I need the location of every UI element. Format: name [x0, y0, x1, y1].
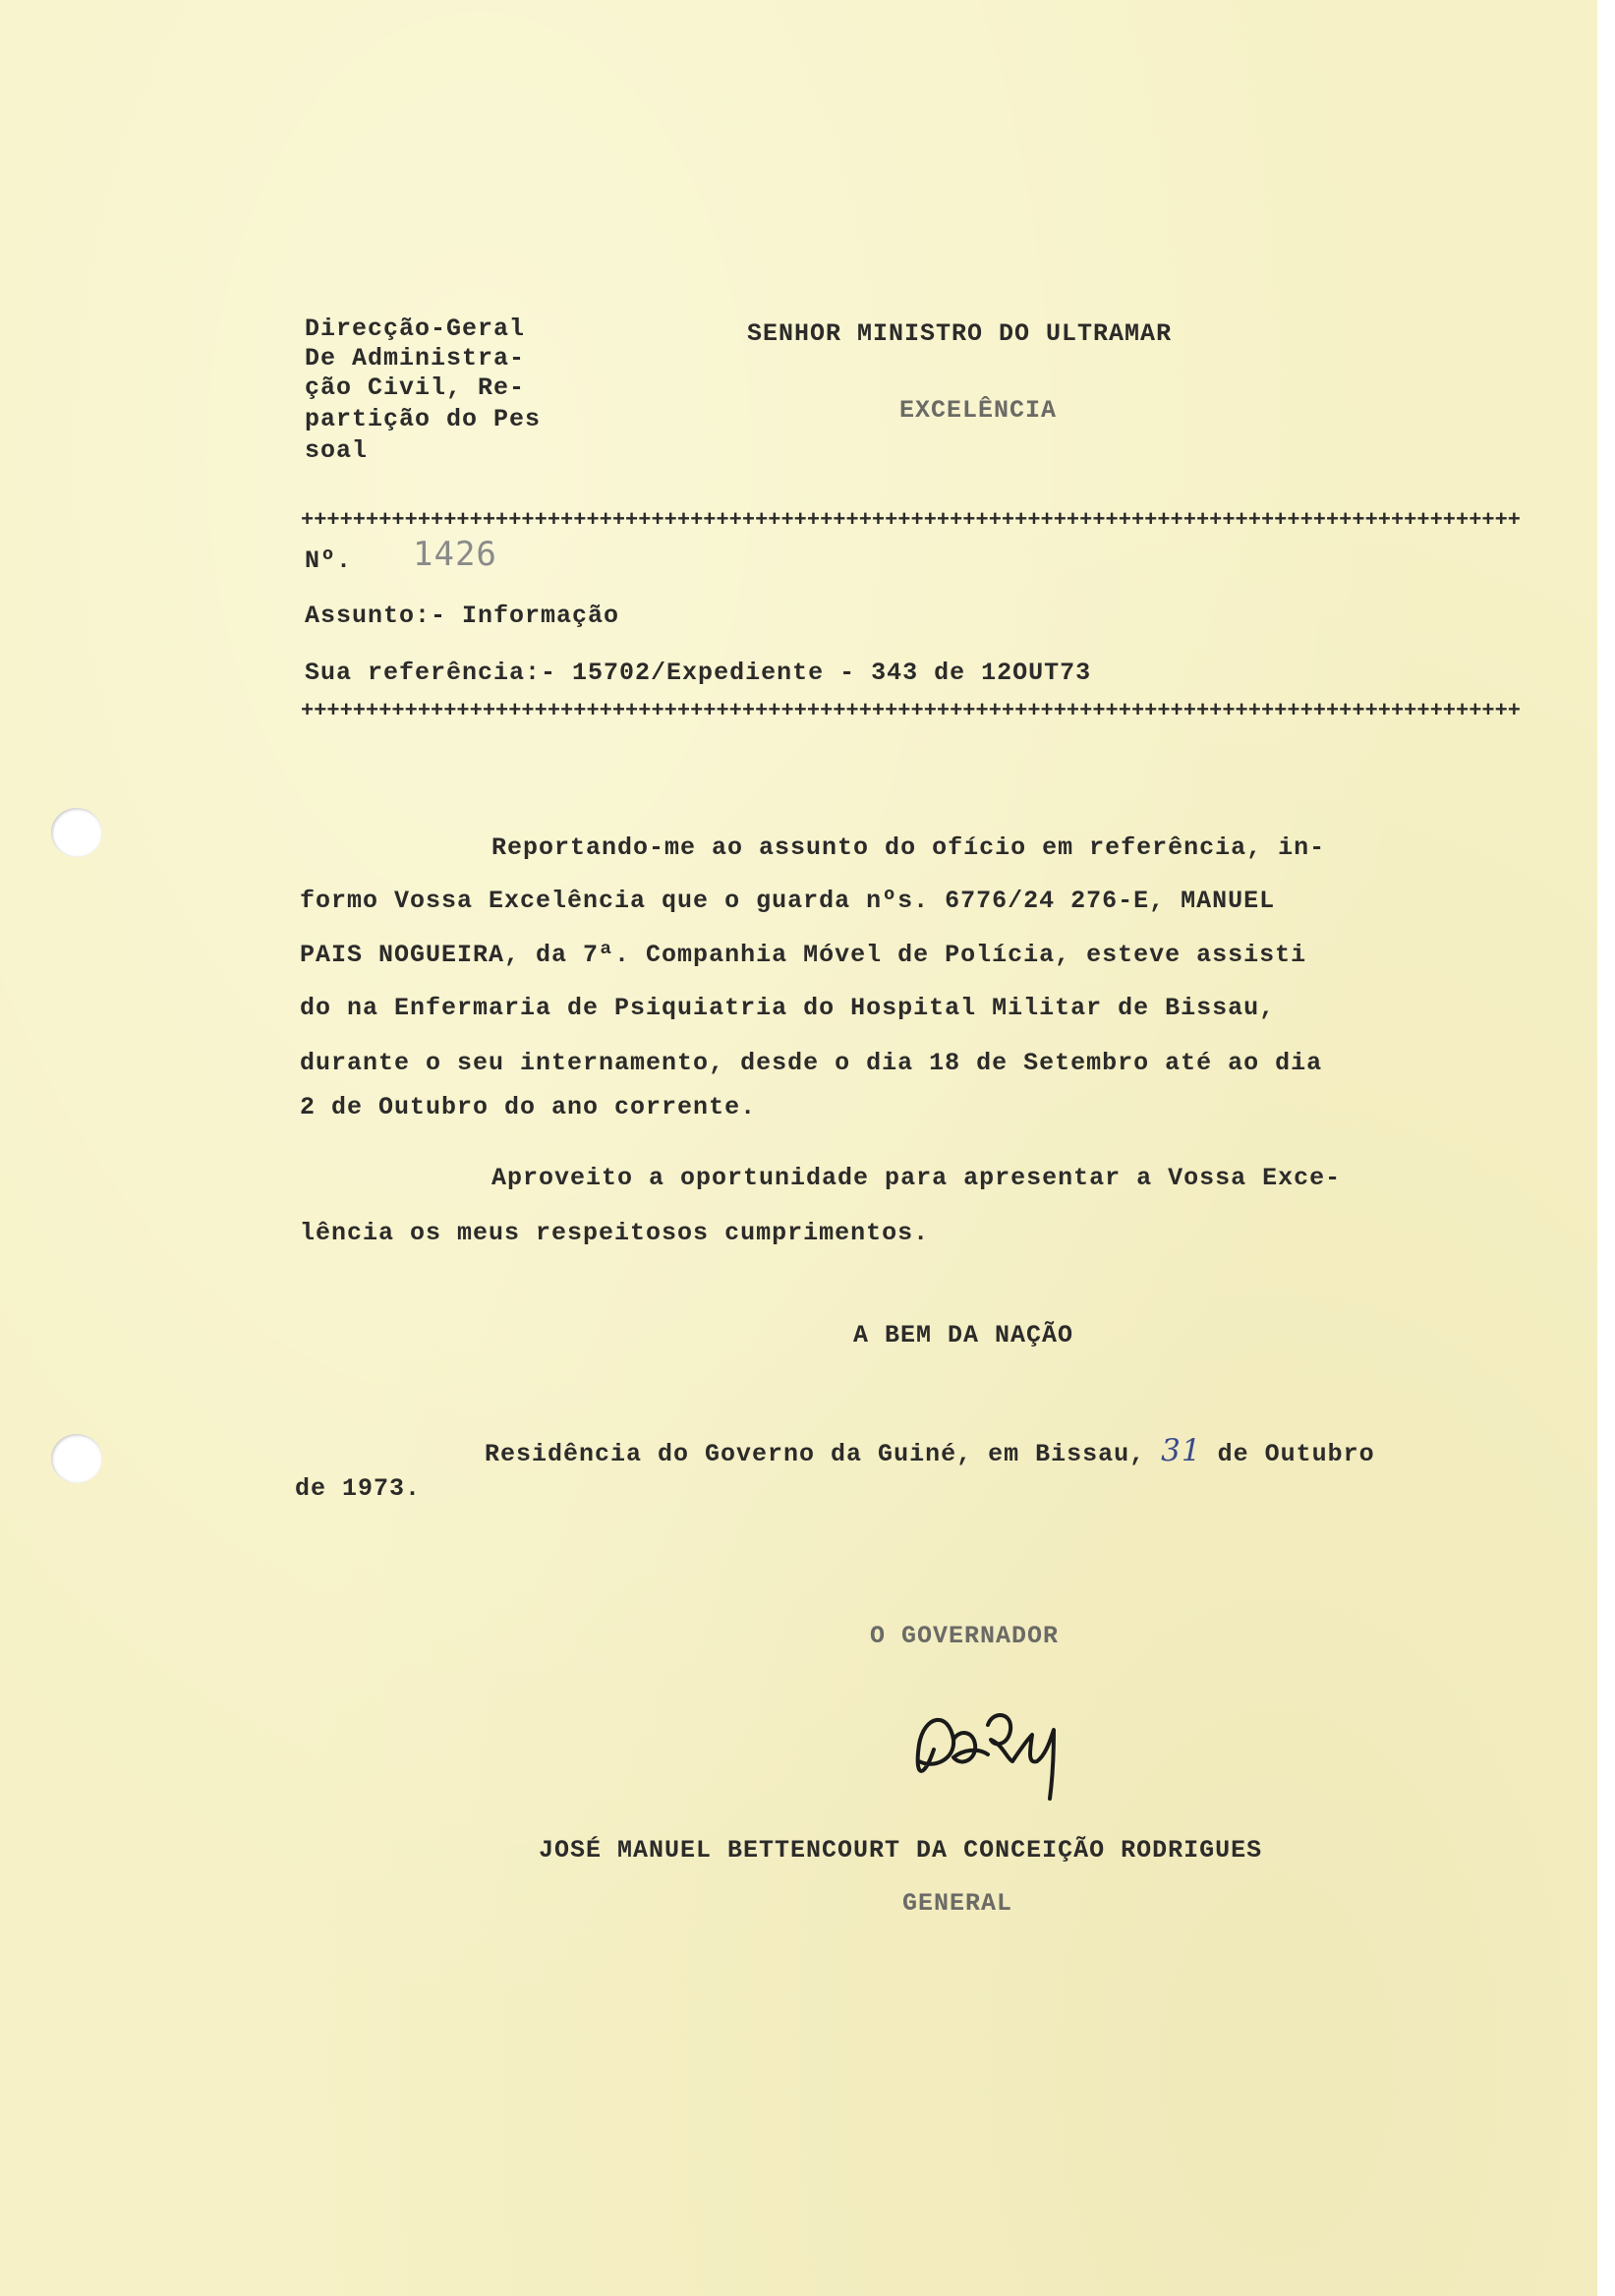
signature-stroke — [918, 1715, 1054, 1799]
paragraph-line: Aproveito a oportunidade para apresentar a Vossa Exce- — [491, 1164, 1342, 1192]
signatory-rank: GENERAL — [902, 1889, 1013, 1918]
place-prefix: Residência do Governo da Guiné, em Bissau, — [485, 1440, 1146, 1468]
separator-top: ++++++++++++++++++++++++++++++++++++++++++++++++++++++++++++++++++++++++++++++++++++++++++++++ — [301, 511, 1522, 531]
separator-bottom: ++++++++++++++++++++++++++++++++++++++++++++++++++++++++++++++++++++++++++++++++++++++++++++++ — [301, 702, 1522, 721]
place-year: de 1973. — [295, 1474, 422, 1503]
number-value: 1426 — [413, 535, 497, 574]
department-line: soal — [305, 436, 369, 465]
number-label: Nº. — [305, 546, 353, 575]
paragraph-line: Reportando-me ao assunto do ofício em referência, in- — [491, 833, 1326, 862]
signature-mark — [904, 1691, 1101, 1808]
paragraph-line: do na Enfermaria de Psiquiatria do Hospital Militar de Bissau, — [300, 994, 1276, 1022]
place-date-line — [485, 1433, 1375, 1468]
paragraph-line: 2 de Outubro do ano corrente. — [300, 1093, 757, 1121]
department-line: Direcção-Geral — [305, 315, 526, 343]
punch-hole-top — [51, 808, 102, 857]
paragraph-line: formo Vossa Excelência que o guarda nºs. 6776/24 276-E, MANUEL — [300, 887, 1276, 915]
signatory-name: JOSÉ MANUEL BETTENCOURT DA CONCEIÇÃO RODRIGUES — [539, 1836, 1263, 1865]
reference-line: Sua referência:- 15702/Expediente - 343 de 12OUT73 — [305, 659, 1092, 687]
department-line: ção Civil, Re- — [305, 373, 526, 402]
motto: A BEM DA NAÇÃO — [853, 1321, 1074, 1349]
paragraph-line: PAIS NOGUEIRA, da 7ª. Companhia Móvel de Polícia, esteve assisti — [300, 941, 1307, 969]
handwritten-day: 31 — [1161, 1433, 1202, 1468]
paragraph-line: durante o seu internamento, desde o dia 18 de Setembro até ao dia — [300, 1049, 1323, 1077]
place-suffix: de Outubro — [1217, 1440, 1375, 1468]
department-line: partição do Pes — [305, 405, 542, 433]
signature-title: O GOVERNADOR — [870, 1622, 1060, 1650]
department-line: De Administra- — [305, 344, 526, 373]
paragraph-line: lência os meus respeitosos cumprimentos. — [300, 1219, 930, 1247]
punch-hole-bottom — [51, 1434, 102, 1483]
subject-line: Assunto:- Informação — [305, 602, 620, 630]
salutation: EXCELÊNCIA — [899, 396, 1058, 425]
addressee: SENHOR MINISTRO DO ULTRAMAR — [747, 319, 1173, 348]
scan-edge — [1597, 0, 1615, 2296]
